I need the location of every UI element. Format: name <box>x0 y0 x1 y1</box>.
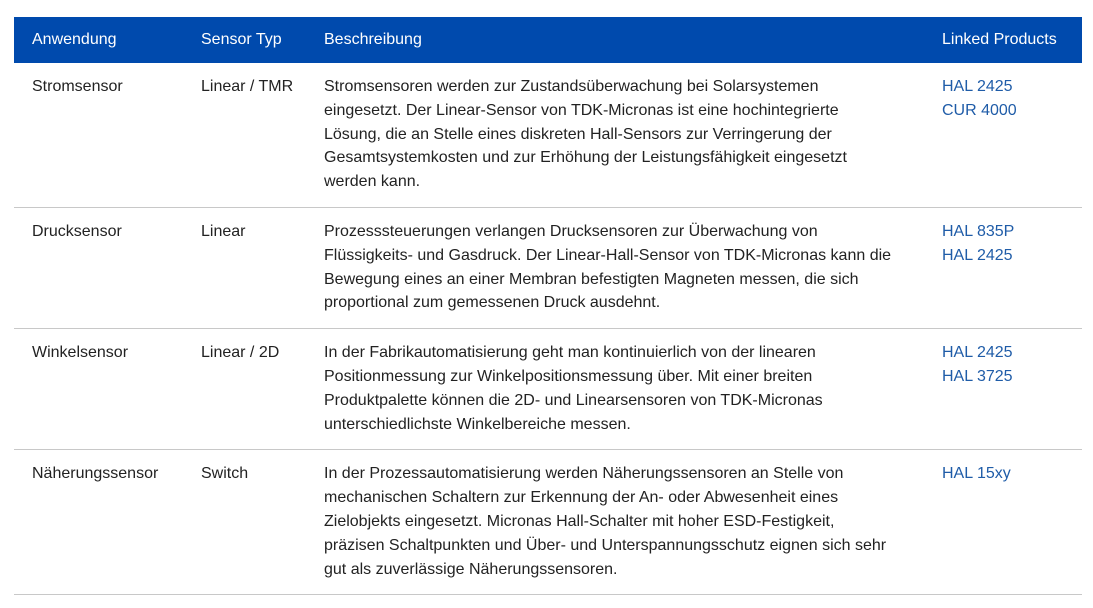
cell-linked-products <box>926 207 1082 328</box>
product-link[interactable]: CUR 4000 <box>942 101 1017 119</box>
cell-anwendung: Winkelsensor <box>14 329 183 450</box>
cell-beschreibung: Prozesssteuerungen verlangen Drucksensoren zur Überwachung von Flüssigkeits- und Gasdruck. Der Linear-Hall-Sensor von TDK-Micronas kann die Bewegung eines an einer Membran befestigten Magneten messen, die sich proportional zum gemessenen Druck ausdehnt. <box>306 207 926 328</box>
cell-beschreibung: Stromsensoren werden zur Zustandsüberwachung bei Solarsystemen eingesetzt. Der Linear-Sensor von TDK-Micronas ist eine hochintegrierte Lösung, die an Stelle eines diskreten Hall-Sensors zur Verringerung der Gesamtsystemkosten und zur Erhöhung der Leistungsfähigkeit eingesetzt werden kann. <box>306 63 926 207</box>
cell-sensor-typ: Linear / 2D <box>183 329 306 450</box>
cell-sensor-typ: Switch <box>183 450 306 595</box>
sensor-table <box>14 17 1082 595</box>
product-link[interactable]: HAL 15xy <box>942 465 1011 483</box>
table-row <box>14 450 1082 595</box>
header-linked-products: Linked Products <box>926 17 1082 63</box>
header-beschreibung: Beschreibung <box>306 17 926 63</box>
table-row <box>14 207 1082 328</box>
cell-beschreibung: In der Prozessautomatisierung werden Näherungssensoren an Stelle von mechanischen Schaltern zur Erkennung der An- oder Abwesenheit eines Zielobjekts eingesetzt. Micronas Hall-Schalter mit hoher ESD-Festigkeit, präzisen Schaltpunkten und Über- und Unterspannungsschutz eignen sich sehr gut als zuverlässige Näherungssensoren. <box>306 450 926 595</box>
table-row <box>14 329 1082 450</box>
product-link[interactable]: HAL 2425 <box>942 246 1013 264</box>
header-sensor-typ: Sensor Typ <box>183 17 306 63</box>
header-anwendung: Anwendung <box>14 17 183 63</box>
cell-sensor-typ: Linear / TMR <box>183 63 306 207</box>
cell-anwendung: Drucksensor <box>14 207 183 328</box>
product-link[interactable]: HAL 3725 <box>942 367 1013 385</box>
product-link[interactable]: HAL 2425 <box>942 78 1013 95</box>
cell-linked-products <box>926 63 1082 207</box>
table-row <box>14 63 1082 207</box>
cell-linked-products <box>926 450 1082 595</box>
product-link[interactable]: HAL 2425 <box>942 344 1013 362</box>
sensor-table-container <box>14 17 1082 595</box>
cell-linked-products <box>926 329 1082 450</box>
cell-anwendung: Stromsensor <box>14 63 183 207</box>
product-link[interactable]: HAL 835P <box>942 222 1015 240</box>
cell-sensor-typ: Linear <box>183 207 306 328</box>
cell-beschreibung: In der Fabrikautomatisierung geht man kontinuierlich von der linearen Positionmessung zur Winkelpositionsmessung über. Mit einer breiten Produktpalette können die 2D- und Linearsensoren von TDK-Micronas unterschiedlichste Winkelbereiche messen. <box>306 329 926 450</box>
table-header <box>14 17 1082 63</box>
cell-anwendung: Näherungssensor <box>14 450 183 595</box>
